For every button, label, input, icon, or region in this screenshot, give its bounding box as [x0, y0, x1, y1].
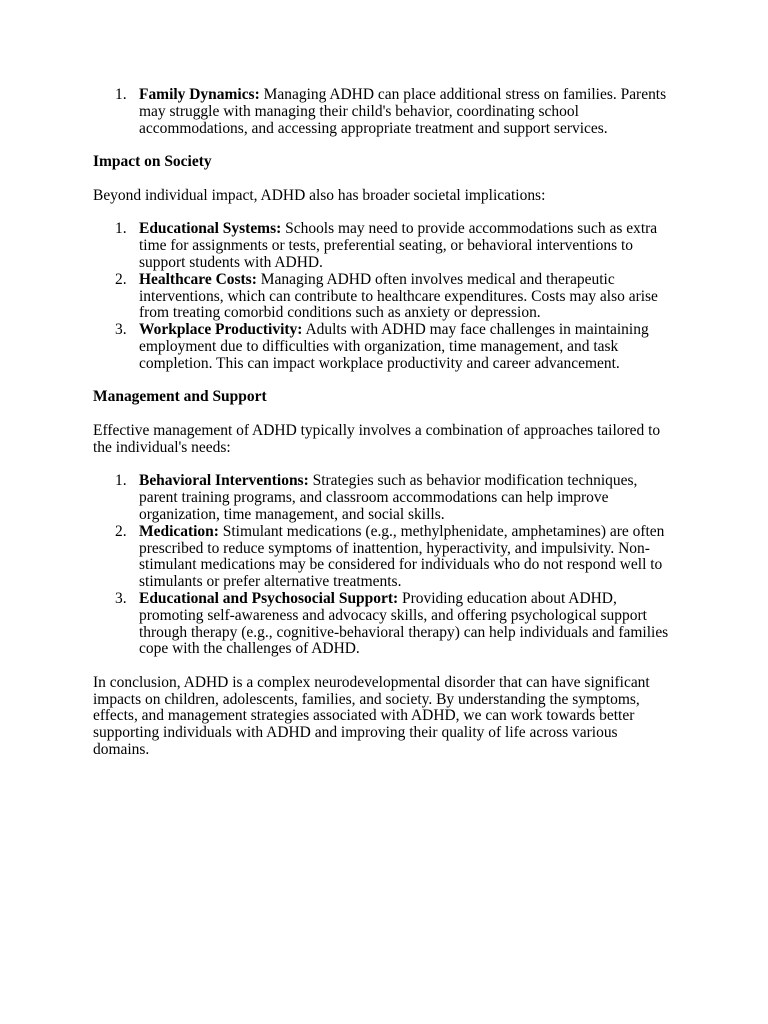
list-item-number: 3. [115, 589, 127, 607]
list-item-text: Managing ADHD often involves medical and therapeutic interventions, which can contribute to healthcare expenditures. Costs may also arise from treating comorbid conditions such as anxiety or depression. [139, 270, 658, 322]
list-item-text: Managing ADHD can place additional stress on families. Parents may struggle with managing their child's behavior, coordinating school accommodations, and accessing appropriate treatment and support services. [139, 86, 667, 137]
list-item-label: Healthcare Costs: [139, 270, 257, 288]
list-item-medication [93, 524, 675, 591]
list-item-label: Workplace Productivity: [139, 321, 303, 339]
paragraph-management-intro: Effective management of ADHD typically involves a combination of approaches tailored to the individual's needs: [93, 421, 661, 456]
list-item-text: Stimulant medications (e.g., methylphenidate, amphetamines) are often prescribed to reduce symptoms of inattention, hyperactivity, and impulsivity. Non-stimulant medications may be considered for individuals who do not respond well to stimulants or prefer alternative treatments. [139, 522, 665, 591]
list-item-label: Medication: [139, 522, 219, 540]
list-item-number: 1. [115, 472, 127, 490]
family-impact-list [93, 87, 675, 137]
list-item-number: 2. [115, 522, 127, 540]
list-item-label: Behavioral Interventions: [139, 472, 309, 490]
list-item-behavioral-interventions [93, 473, 675, 523]
management-approaches-list [93, 473, 675, 658]
society-impact-list [93, 221, 675, 372]
list-item-text: Strategies such as behavior modification techniques, parent training programs, and classroom accommodations can help improve organization, time management, and social skills. [139, 472, 638, 523]
list-item-text: Adults with ADHD may face challenges in maintaining employment due to difficulties with organization, time management, and task completion. This can impact workplace productivity and career advancement. [139, 321, 649, 372]
list-item-label: Educational Systems: [139, 220, 282, 238]
section-heading-impact-on-society: Impact on Society [93, 153, 212, 171]
paragraph-conclusion: In conclusion, ADHD is a complex neurodevelopmental disorder that can have significant impacts on children, adolescents, families, and society. By understanding the symptoms, effects, and management strategies associated with ADHD, we can work towards better supporting individuals with ADHD and improving their quality of life across various domains. [93, 673, 650, 759]
list-item-label: Educational and Psychosocial Support: [139, 589, 399, 607]
list-item-family-dynamics [93, 87, 675, 137]
list-item-number: 2. [115, 270, 127, 288]
list-item-number: 1. [115, 86, 127, 103]
list-item-educational-systems [93, 221, 675, 271]
paragraph-society-intro: Beyond individual impact, ADHD also has broader societal implications: [93, 186, 546, 204]
section-heading-management-and-support: Management and Support [93, 388, 267, 406]
list-item-label: Family Dynamics: [139, 86, 260, 103]
list-item-educational-psychosocial-support [93, 591, 675, 658]
list-item-number: 1. [115, 220, 127, 238]
document-body [93, 87, 675, 759]
list-item-workplace-productivity [93, 322, 675, 372]
list-item-text: Providing education about ADHD, promoting self-awareness and advocacy skills, and offering psychological support through therapy (e.g., cognitive-behavioral therapy) can help individuals and families cope with the challenges of ADHD. [139, 589, 669, 658]
list-item-number: 3. [115, 321, 127, 339]
list-item-text: Schools may need to provide accommodations such as extra time for assignments or tests, preferential seating, or behavioral interventions to support students with ADHD. [139, 220, 658, 271]
list-item-healthcare-costs [93, 272, 675, 322]
